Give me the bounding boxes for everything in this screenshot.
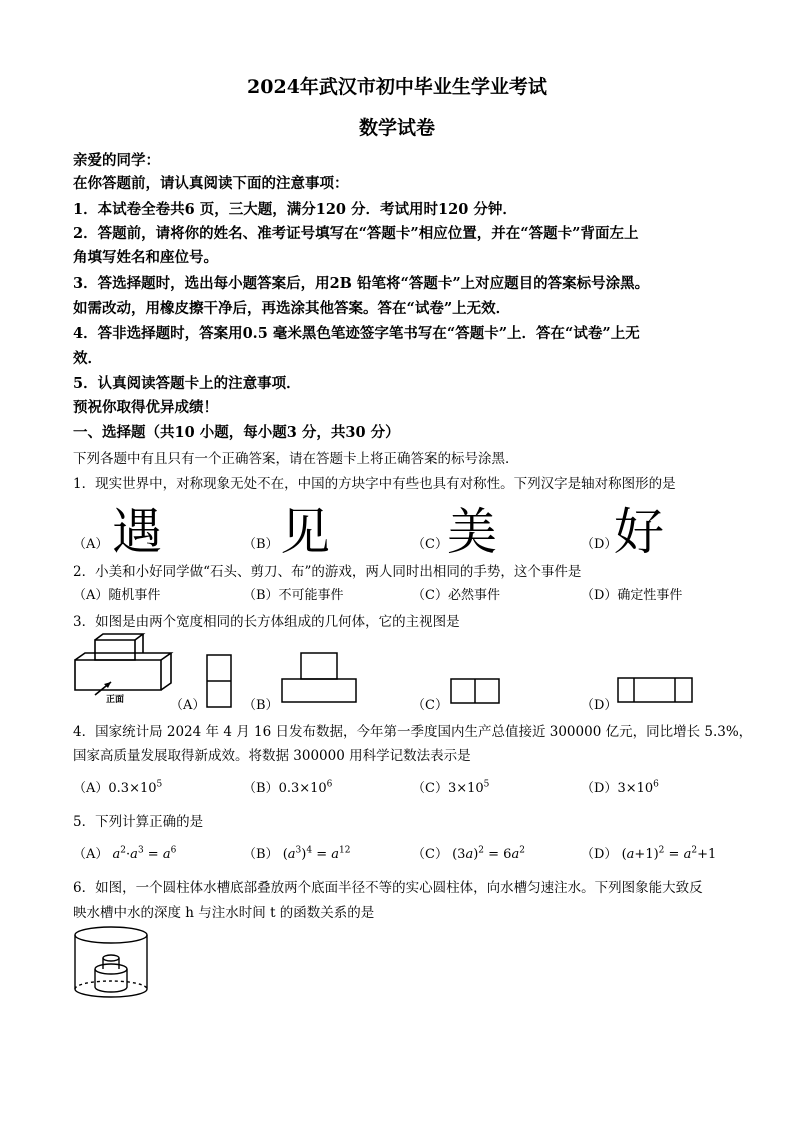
- notice-item-4-cont: 效．: [73, 350, 102, 367]
- q5-option-a: [73, 843, 176, 862]
- q3-option-c-label: （C）: [412, 698, 448, 713]
- q1-char-b: 见: [280, 503, 330, 561]
- q4-option-d: [581, 777, 659, 796]
- q4-option-d-label: （D）: [581, 781, 618, 796]
- q4-option-a-base: 0.3×10: [108, 781, 157, 796]
- q1-char-c: 美: [447, 503, 497, 561]
- q4-option-b-exp: 6: [326, 779, 333, 790]
- q6-stem-line2: 映水槽中水的深度 h 与注水时间 t 的函数关系的是: [73, 905, 375, 921]
- q3-front-label: 正面: [106, 695, 125, 705]
- notice-wish: 预祝你取得优异成绩！: [73, 399, 218, 416]
- notice-item-3-cont: 如需改动，用橡皮擦干净后，再选涂其他答案。答在“试卷”上无效．: [73, 300, 511, 317]
- q5-stem: 5．下列计算正确的是: [73, 814, 204, 830]
- q3-stem: 3．如图是由两个宽度相同的长方体组成的几何体，它的主视图是: [73, 614, 460, 630]
- notice-intro: 在你答题前，请认真阅读下面的注意事项：: [73, 175, 349, 192]
- q4-option-c-exp: 5: [483, 779, 490, 790]
- notice-item-5: 5．认真阅读答题卡上的注意事项．: [73, 375, 301, 392]
- q5-option-b-formula: $(a^3)^4 = a^{12}$: [282, 845, 351, 862]
- notice-item-1: 1．本试卷全卷共6 页，三大题，满分120 分．考试用时120 分钟．: [73, 201, 517, 218]
- q4-option-d-exp: 6: [653, 779, 659, 790]
- q4-stem-line1: 4．国家统计局 2024 年 4 月 16 日发布数据，今年第一季度国内生产总值接近 300000 亿元，同比增长 5.3%，: [73, 724, 753, 740]
- q4-option-c-base: 3×10: [447, 781, 484, 796]
- q5-option-b: [243, 843, 350, 862]
- q4-option-c-label: （C）: [412, 781, 448, 796]
- q4-option-b-base: 0.3×10: [278, 781, 327, 796]
- exam-subtitle: 数学试卷: [358, 117, 435, 139]
- q3-option-d-label: （D）: [581, 698, 618, 713]
- q4-option-c: [412, 777, 489, 796]
- q3-option-d-figure: [617, 677, 695, 705]
- q2-option-a: （A）随机事件: [73, 588, 161, 603]
- q5-option-d-formula: $(a+1)^2 = a^2+1$: [621, 845, 717, 862]
- q5-option-b-label: （B）: [243, 847, 279, 862]
- q1-option-a-label: （A）: [73, 537, 109, 552]
- q4-option-b-label: （B）: [243, 781, 279, 796]
- q3-option-c-figure: [450, 678, 502, 706]
- q3-option-a-label: （A）: [170, 698, 206, 713]
- q5-option-c: [412, 843, 525, 862]
- section-heading: 一、选择题（共10 小题，每小题3 分，共30 分）: [73, 424, 400, 441]
- q2-stem: 2．小美和小好同学做“石头、剪刀、布”的游戏，两人同时出相同的手势，这个事件是: [73, 564, 582, 580]
- q5-option-a-formula: $a^2\cdot a^3 = a^6$: [112, 845, 177, 862]
- q1-stem: 1．现实世界中，对称现象无处不在，中国的方块字中有些也具有对称性。下列汉字是轴对称图形的是: [73, 476, 676, 492]
- q5-option-c-formula: $(3a)^2 = 6a^2$: [452, 845, 525, 862]
- q6-tank-figure: [73, 925, 153, 1005]
- q1-option-b-label: （B）: [243, 537, 279, 552]
- q5-option-d: [581, 843, 716, 862]
- notice-greeting: 亲爱的同学：: [73, 152, 160, 169]
- q3-option-b-label: （B）: [243, 698, 279, 713]
- notice-item-4: 4．答非选择题时，答案用0.5 毫米黑色笔迹签字笔书写在“答题卡”上．答在“试卷”上无: [73, 325, 640, 342]
- exam-title: 2024年武汉市初中毕业生学业考试: [247, 76, 547, 98]
- q2-option-b: （B）不可能事件: [243, 588, 344, 603]
- q4-option-a: [73, 777, 162, 796]
- q1-char-d: 好: [614, 503, 664, 561]
- q3-option-b-figure: [281, 652, 359, 704]
- q4-option-a-exp: 5: [156, 779, 163, 790]
- q2-option-c: （C）必然事件: [412, 588, 500, 603]
- q5-option-d-label: （D）: [581, 847, 618, 862]
- q5-option-a-label: （A）: [73, 847, 109, 862]
- q6-stem-line1: 6．如图，一个圆柱体水槽底部叠放两个底面半径不等的实心圆柱体，向水槽匀速注水。下列图象能大致反: [73, 880, 703, 896]
- notice-item-3: 3．答选择题时，选出每小题答案后，用2B 铅笔将“答题卡”上对应题目的答案标号涂黑。: [73, 275, 650, 292]
- q4-option-b: [243, 777, 332, 796]
- notice-item-2: 2．答题前，请将你的姓名、准考证号填写在“答题卡”相应位置，并在“答题卡”背面左上: [73, 225, 639, 242]
- q1-option-c-label: （C）: [412, 537, 448, 552]
- q4-option-d-base: 3×10: [617, 781, 654, 796]
- notice-item-2-cont: 角填写姓名和座位号。: [73, 249, 218, 266]
- section-instruction: 下列各题中有且只有一个正确答案，请在答题卡上将正确答案的标号涂黑．: [73, 451, 519, 467]
- q4-option-a-label: （A）: [73, 781, 109, 796]
- q3-option-a-figure: [206, 654, 232, 710]
- q2-option-d: （D）确定性事件: [581, 588, 683, 603]
- q4-stem-line2: 国家高质量发展取得新成效。将数据 300000 用科学记数法表示是: [73, 748, 471, 764]
- q1-char-a: 遇: [112, 503, 162, 561]
- q5-option-c-label: （C）: [412, 847, 448, 862]
- q1-option-d-label: （D）: [581, 537, 618, 552]
